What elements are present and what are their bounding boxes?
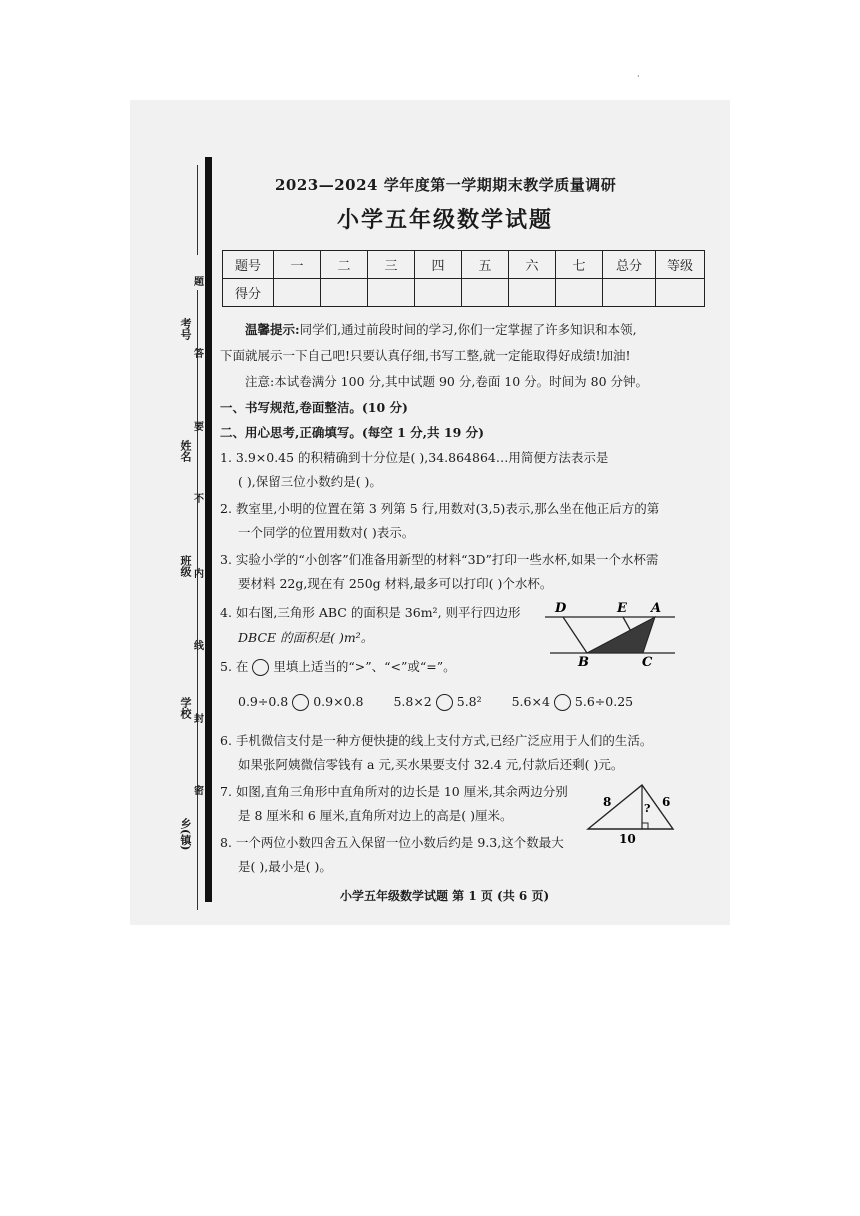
- exam-header-title: 2023—2024 学年度第一学期期末教学质量调研: [275, 176, 617, 194]
- label-exam-number: 考号: [179, 318, 192, 340]
- right-angle-mark: [642, 823, 648, 829]
- binding-line: [197, 165, 198, 255]
- tips-label: 温馨提示:: [245, 322, 300, 337]
- table-cell: 七: [556, 251, 603, 279]
- question-5-line-1: [220, 657, 456, 676]
- question-7-line-2: 是 8 厘米和 6 厘米,直角所对边上的高是( )厘米。: [238, 808, 513, 823]
- question-2-line-1: 2. 教室里,小明的位置在第 3 列第 5 行,用数对(3,5)表示,那么坐在他正后方的第: [220, 501, 660, 516]
- question-3-line-2: 要材料 22g,现在有 250g 材料,最多可以打印( )个水杯。: [238, 576, 553, 591]
- label-name: 姓名: [179, 440, 192, 462]
- table-cell: 得分: [223, 279, 274, 307]
- triangle: [588, 785, 673, 829]
- point-label: C: [642, 655, 653, 668]
- question-8-line-2: 是( ),最小是( )。: [238, 859, 332, 874]
- score-cell: [415, 279, 462, 307]
- table-cell: 二: [321, 251, 368, 279]
- shaded-triangle-abc: [587, 617, 655, 653]
- compare-circle[interactable]: [292, 694, 309, 711]
- seal-word: 不: [194, 494, 204, 505]
- binding-bar: [205, 157, 212, 902]
- section-1-heading: 一、书写规范,卷面整洁。(10 分): [220, 400, 408, 415]
- compare-circle[interactable]: [436, 694, 453, 711]
- side-label-left: 8: [603, 795, 612, 809]
- score-value-row: [223, 279, 705, 307]
- blank-circle: [252, 659, 269, 676]
- compare-right: 5.8²: [456, 694, 482, 709]
- tips-text: 同学们,通过前段时间的学习,你们一定掌握了许多知识和本领,: [299, 322, 637, 337]
- table-cell: 四: [415, 251, 462, 279]
- point-label: B: [578, 655, 589, 668]
- question-8-line-1: 8. 一个两位小数四舍五入保留一位小数后约是 9.3,这个数最大: [220, 835, 564, 850]
- question-6-line-1: 6. 手机微信支付是一种方便快捷的线上支付方式,已经广泛应用于人们的生活。: [220, 733, 653, 748]
- table-cell: 题号: [223, 251, 274, 279]
- score-cell: [509, 279, 556, 307]
- base-label: 10: [619, 832, 636, 846]
- point-label: A: [651, 601, 662, 616]
- point-label: D: [555, 601, 567, 616]
- score-cell: [368, 279, 415, 307]
- question-1-line-2: ( ),保留三位小数约是( )。: [238, 474, 382, 489]
- question-6-line-2: 如果张阿姨微信零钱有 a 元,买水果要支付 32.4 元,付款后还剩( )元。: [238, 757, 624, 772]
- compare-right: 0.9×0.8: [313, 694, 364, 709]
- seal-word: 内: [194, 569, 204, 580]
- q5-suffix: 里填上适当的“>”、“<”或“=”。: [273, 659, 456, 674]
- question-3-line-1: 3. 实验小学的“小创客”们准备用新型的材料“3D”打印一些水杯,如果一个水杯需: [220, 552, 659, 567]
- side-db: [563, 617, 587, 653]
- table-cell: 三: [368, 251, 415, 279]
- page-title: 小学五年级数学试题: [337, 208, 554, 233]
- compare-circle[interactable]: [554, 694, 571, 711]
- seal-word: 密: [194, 786, 204, 797]
- table-cell: 六: [509, 251, 556, 279]
- table-cell: 等级: [656, 251, 705, 279]
- label-township: 乡(镇): [179, 818, 192, 851]
- height-label: ?: [644, 802, 651, 815]
- seal-word: 要: [194, 422, 204, 433]
- compare-left: 5.6×4: [511, 694, 550, 709]
- compare-right: 5.6÷0.25: [574, 694, 634, 709]
- label-school: 学校: [179, 697, 192, 719]
- parallelogram-figure: [545, 598, 680, 668]
- table-cell: 总分: [603, 251, 656, 279]
- table-cell: 五: [462, 251, 509, 279]
- seal-word: 题: [194, 277, 204, 288]
- score-table: [222, 250, 705, 307]
- seal-word: 线: [194, 641, 204, 652]
- score-cell: [603, 279, 656, 307]
- score-header-row: [223, 251, 705, 279]
- section-2-heading: 二、用心思考,正确填写。(每空 1 分,共 19 分): [220, 425, 485, 440]
- question-4-line-1: 4. 如右图,三角形 ABC 的面积是 36m², 则平行四边形: [220, 605, 521, 620]
- table-cell: 一: [274, 251, 321, 279]
- label-class: 班级: [179, 555, 192, 577]
- seal-word: 答: [194, 349, 204, 360]
- score-cell: [656, 279, 705, 307]
- tips-line-2: 下面就展示一下自己吧!只要认真仔细,书写工整,就一定能取得好成绩!加油!: [220, 348, 631, 363]
- compare-left: 5.8×2: [393, 694, 432, 709]
- q5-prefix: 5. 在: [220, 659, 249, 674]
- tips-line-1: [245, 320, 637, 338]
- question-4-line-2: DBCE 的面积是( )m²。: [238, 630, 374, 645]
- question-2-line-2: 一个同学的位置用数对( )表示。: [238, 525, 415, 540]
- score-cell: [556, 279, 603, 307]
- score-cell: [274, 279, 321, 307]
- question-1-line-1: 1. 3.9×0.45 的积精确到十分位是( ),34.864864…用简便方法表示是: [220, 450, 609, 465]
- seal-word: 封: [194, 714, 204, 725]
- question-5-items: [238, 694, 633, 711]
- score-cell: [462, 279, 509, 307]
- score-cell: [321, 279, 368, 307]
- binding-line: [197, 290, 198, 910]
- question-7-line-1: 7. 如图,直角三角形中直角所对的边长是 10 厘米,其余两边分别: [220, 784, 568, 799]
- point-label: E: [617, 601, 627, 616]
- right-triangle-figure: [585, 780, 685, 846]
- exam-note: 注意:本试卷满分 100 分,其中试题 90 分,卷面 10 分。时间为 80 分钟。: [245, 374, 649, 389]
- side-label-right: 6: [662, 795, 671, 809]
- compare-left: 0.9÷0.8: [238, 694, 289, 709]
- speck: ·: [637, 72, 640, 81]
- page-footer: 小学五年级数学试题 第 1 页 (共 6 页): [340, 889, 550, 903]
